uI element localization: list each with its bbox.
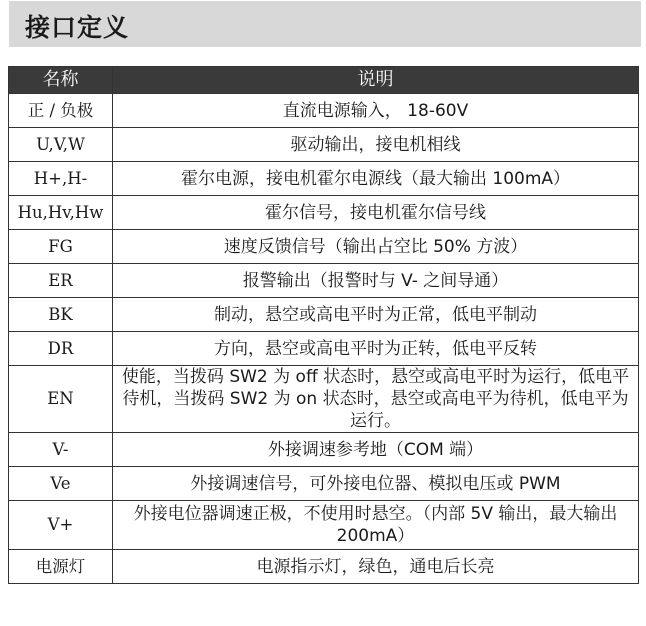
column-header-description: 说明 — [113, 67, 639, 94]
table-row — [9, 230, 639, 264]
row-name: ER — [9, 264, 113, 298]
row-name: BK — [9, 298, 113, 332]
row-description: 霍尔信号，接电机霍尔信号线 — [113, 196, 639, 230]
row-name: EN — [9, 366, 113, 433]
row-name: 正 / 负极 — [9, 94, 113, 128]
row-description: 霍尔电源，接电机霍尔电源线（最大输出 100mA） — [113, 162, 639, 196]
row-name: DR — [9, 332, 113, 366]
row-name: Hu,Hv,Hw — [9, 196, 113, 230]
row-description: 外接调速信号，可外接电位器、模拟电压或 PWM — [113, 467, 639, 501]
table-row — [9, 467, 639, 501]
row-description: 驱动输出，接电机相线 — [113, 128, 639, 162]
row-description: 使能，当拨码 SW2 为 off 状态时，悬空或高电平时为运行，低电平待机，当拨码 SW2 为 on 状态时，悬空或高电平为待机，低电平为运行。 — [113, 366, 639, 433]
table-row — [9, 366, 639, 433]
table-row — [9, 128, 639, 162]
row-description: 外接电位器调速正极，不使用时悬空。（内部 5V 输出，最大输出 200mA） — [113, 501, 639, 550]
interface-definition-table — [8, 66, 639, 584]
table-row — [9, 550, 639, 584]
row-name: V- — [9, 433, 113, 467]
table-row — [9, 298, 639, 332]
table-row — [9, 162, 639, 196]
page-title: 接口定义 — [25, 13, 130, 42]
table-row — [9, 433, 639, 467]
row-name: U,V,W — [9, 128, 113, 162]
table-row — [9, 332, 639, 366]
row-description: 报警输出（报警时与 V- 之间导通） — [113, 264, 639, 298]
row-description: 速度反馈信号（输出占空比 50% 方波） — [113, 230, 639, 264]
title-bar — [9, 1, 641, 47]
table-row — [9, 94, 639, 128]
row-description: 直流电源输入， 18-60V — [113, 94, 639, 128]
row-name: FG — [9, 230, 113, 264]
column-header-name: 名称 — [9, 67, 113, 94]
row-description: 方向，悬空或高电平时为正转，低电平反转 — [113, 332, 639, 366]
row-name: H+,H- — [9, 162, 113, 196]
row-name: V+ — [9, 501, 113, 550]
table-row — [9, 264, 639, 298]
row-description: 外接调速参考地（COM 端） — [113, 433, 639, 467]
table-row — [9, 196, 639, 230]
row-description: 电源指示灯，绿色，通电后长亮 — [113, 550, 639, 584]
table-row — [9, 501, 639, 550]
row-description: 制动，悬空或高电平时为正常，低电平制动 — [113, 298, 639, 332]
row-name: Ve — [9, 467, 113, 501]
row-name: 电源灯 — [9, 550, 113, 584]
table-header-row — [9, 67, 639, 94]
